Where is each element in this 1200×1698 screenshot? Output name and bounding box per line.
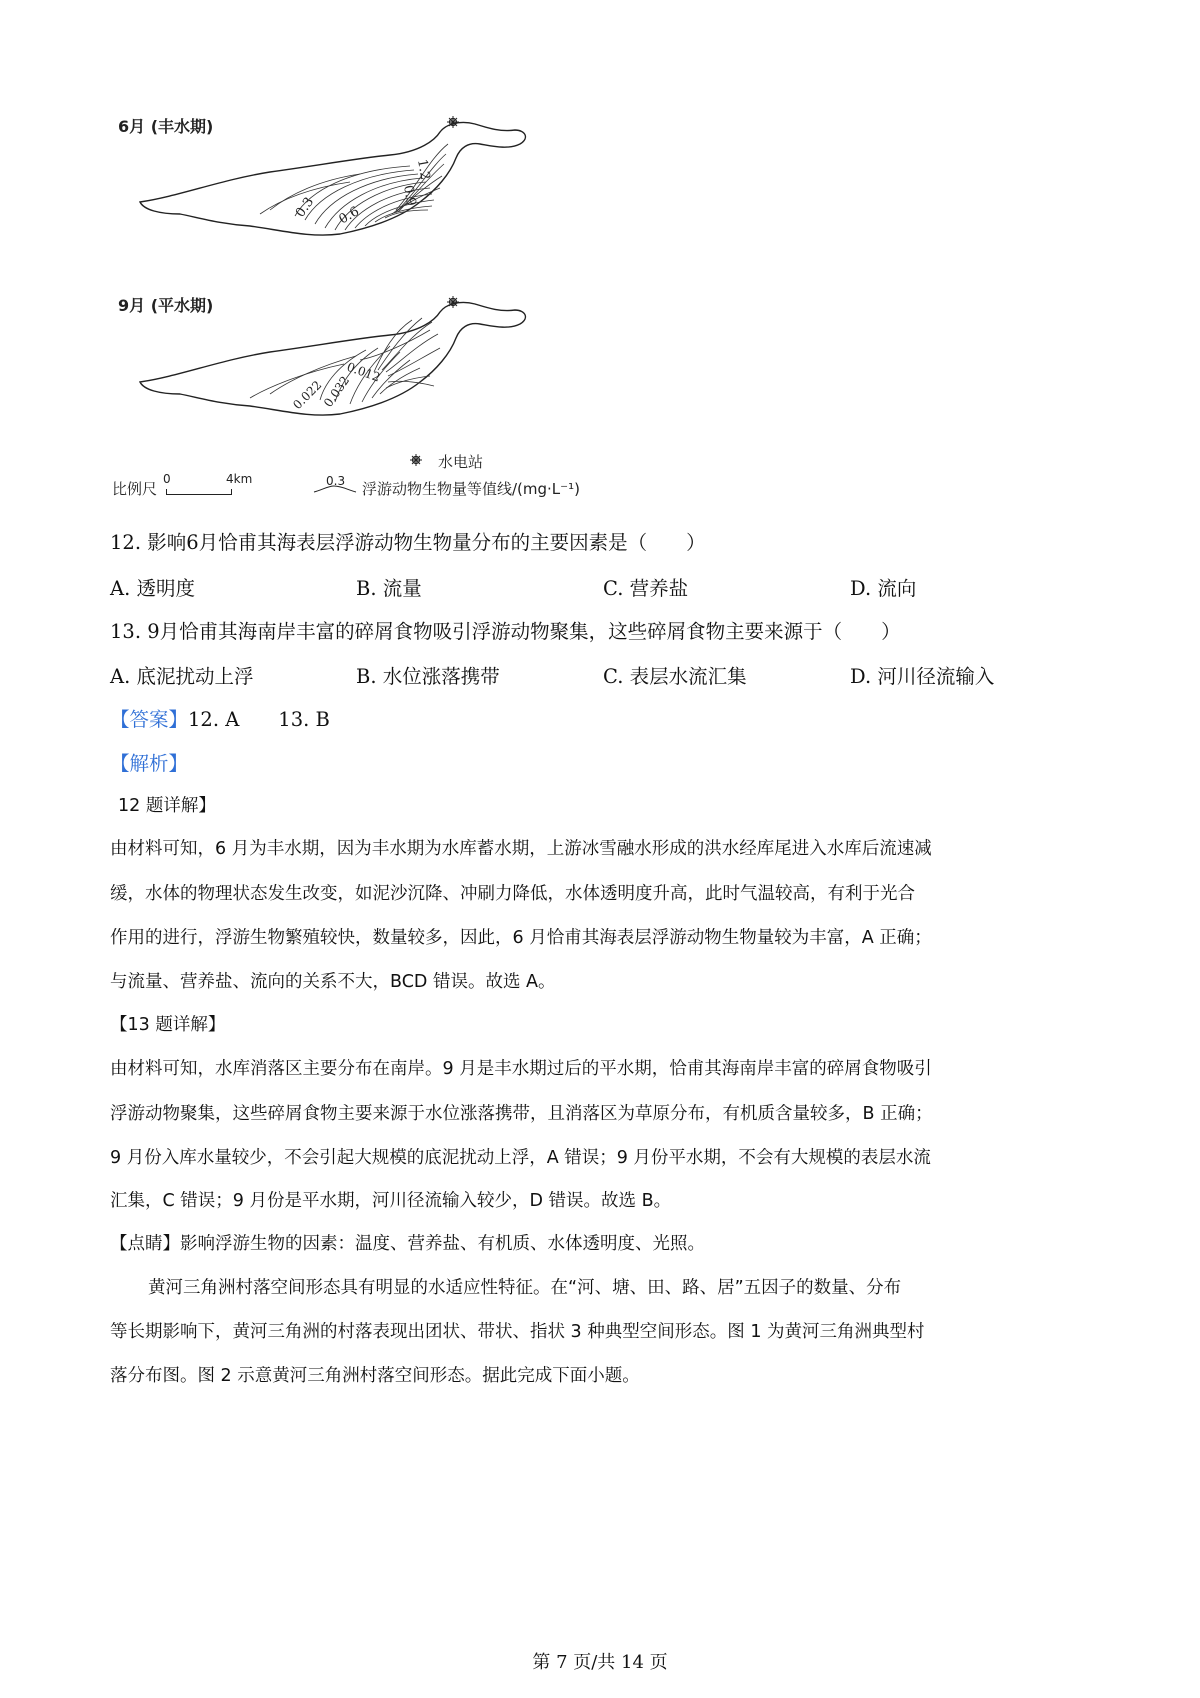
detail-12-line: 由材料可知，6 月为丰水期，因为丰水期为水库蓄水期，上游冰雪融水形成的洪水经库尾进入水库后流速减 bbox=[110, 839, 932, 859]
question-12-option-d: D. 流向 bbox=[850, 577, 917, 600]
map-september-label: 9月 (平水期) bbox=[118, 296, 214, 315]
question-12-option-a: A. 透明度 bbox=[110, 577, 195, 600]
detail-13-line: 由材料可知，水库消落区主要分布在南岸。9 月是丰水期过后的平水期，恰甫其海南岸丰富的碎屑食物吸引 bbox=[110, 1059, 932, 1079]
contour-label: 0.012 bbox=[344, 359, 383, 385]
map-september-reservoir bbox=[120, 290, 560, 430]
detail-13-line: 浮游动物聚集，这些碎屑食物主要来源于水位涨落携带，且消落区为草原分布，有机质含量较多，B 正确； bbox=[110, 1104, 933, 1124]
detail-12-line: 缓，水体的物理状态发生改变，如泥沙沉降、冲刷力降低，水体透明度升高，此时气温较高，有利于光合 bbox=[110, 884, 915, 904]
answer-text: 12. A 13. B bbox=[188, 708, 330, 731]
map-june-reservoir bbox=[120, 110, 560, 250]
legend-contour-text: 浮游动物生物量等值线/(mg·L⁻¹) bbox=[362, 480, 580, 498]
detail-12-heading: 12 题详解】 bbox=[118, 796, 216, 816]
page-footer: 第 7 页/共 14 页 bbox=[532, 1652, 668, 1673]
legend-station-icon bbox=[408, 452, 424, 468]
passage-line: 黄河三角洲村落空间形态具有明显的水适应性特征。在“河、塘、田、路、居”五因子的数量、分布 bbox=[148, 1278, 902, 1298]
hydropower-station-icon bbox=[447, 296, 459, 308]
contour-label: 0.022 bbox=[290, 377, 325, 413]
answer-line bbox=[110, 710, 330, 730]
question-12-option-b: B. 流量 bbox=[356, 577, 422, 600]
detail-12-line: 作用的进行，浮游生物繁殖较快，数量较多，因此，6 月恰甫其海表层浮游动物生物量较为丰富，A 正确； bbox=[110, 928, 932, 948]
analysis-tag: 【解析】 bbox=[110, 752, 189, 775]
legend-station-label: 水电站 bbox=[438, 453, 484, 471]
passage-line: 等长期影响下，黄河三角洲的村落表现出团状、带状、指状 3 种典型空间形态。图 1 为黄河三角洲典型村 bbox=[110, 1322, 925, 1342]
legend-scale-zero: 0 bbox=[163, 472, 171, 486]
question-12-option-c: C. 营养盐 bbox=[603, 577, 689, 600]
contour-label: 0.6 bbox=[336, 204, 362, 228]
question-13-stem: 13. 9月恰甫其海南岸丰富的碎屑食物吸引浮游动物聚集，这些碎屑食物主要来源于（ ） bbox=[110, 620, 901, 643]
question-13-option-c: C. 表层水流汇集 bbox=[603, 665, 747, 688]
legend-scale-bar bbox=[166, 489, 232, 495]
legend-contour-value: 0.3 bbox=[326, 474, 346, 488]
detail-13-heading: 【13 题详解】 bbox=[110, 1015, 226, 1035]
detail-12-line: 与流量、营养盐、流向的关系不大，BCD 错误。故选 A。 bbox=[110, 972, 556, 992]
contour-label: 0.032 bbox=[320, 373, 353, 410]
map-june-label: 6月 (丰水期) bbox=[118, 117, 214, 136]
detail-13-line: 9 月份入库水量较少，不会引起大规模的底泥扰动上浮，A 错误；9 月份平水期，不会有大规模的表层水流 bbox=[110, 1148, 931, 1168]
question-13-option-b: B. 水位涨落携带 bbox=[356, 665, 500, 688]
legend-scale-label: 比例尺 bbox=[112, 480, 158, 498]
question-13-option-d: D. 河川径流输入 bbox=[850, 665, 995, 688]
answer-tag: 【答案】 bbox=[110, 708, 189, 731]
question-12-stem: 12. 影响6月恰甫其海表层浮游动物生物量分布的主要因素是（ ） bbox=[110, 531, 706, 554]
contour-label: 0.9 bbox=[400, 184, 419, 208]
contour-label: 1.2 bbox=[414, 158, 433, 182]
question-13-option-a: A. 底泥扰动上浮 bbox=[110, 665, 254, 688]
legend-scale-end: 4km bbox=[226, 472, 253, 486]
contour-label: 0.3 bbox=[292, 194, 318, 221]
tip-line: 【点睛】影响浮游生物的因素：温度、营养盐、有机质、水体透明度、光照。 bbox=[110, 1234, 705, 1254]
hydropower-station-icon bbox=[447, 116, 459, 128]
detail-13-line: 汇集，C 错误；9 月份是平水期，河川径流输入较少，D 错误。故选 B。 bbox=[110, 1191, 672, 1211]
passage-line: 落分布图。图 2 示意黄河三角洲村落空间形态。据此完成下面小题。 bbox=[110, 1366, 640, 1386]
